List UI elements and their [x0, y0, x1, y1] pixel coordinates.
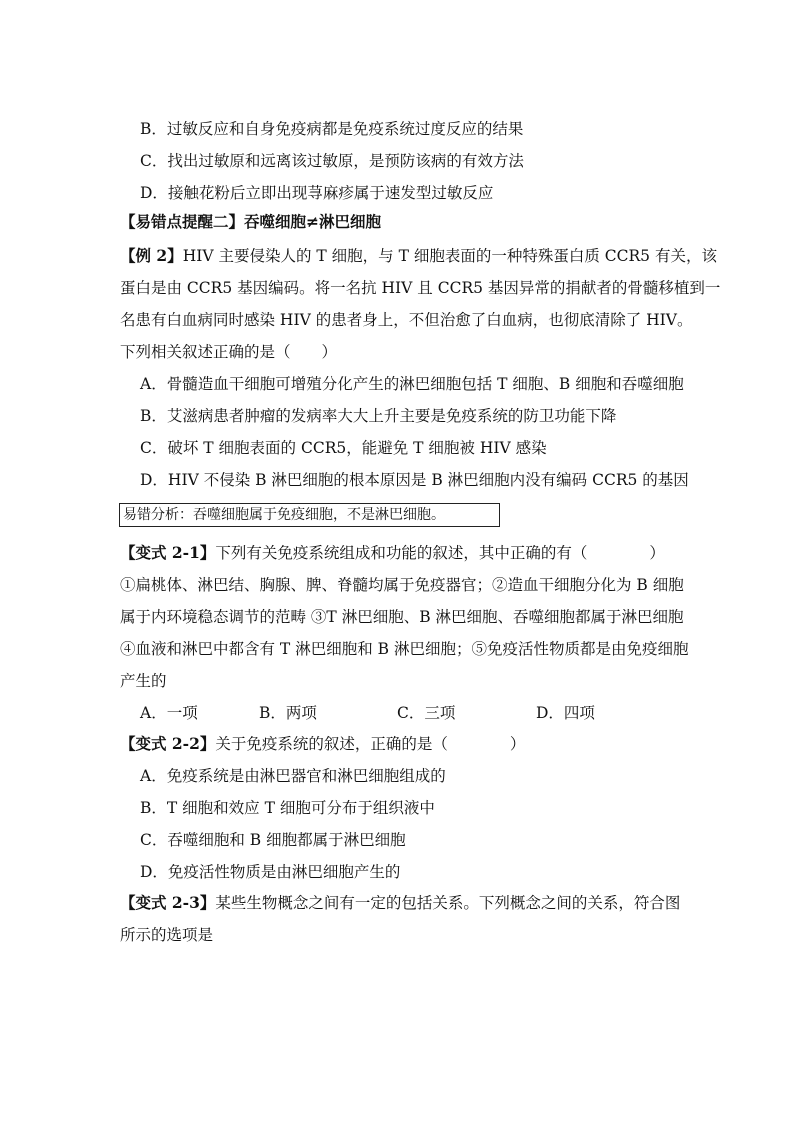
variant-2-2-option-b: B．T 细胞和效应 T 细胞可分布于组织液中 [140, 799, 435, 817]
example-2-line-3: 名患有白血病同时感染 HIV 的患者身上，不但治愈了白血病，也彻底清除了 HIV。 [120, 311, 693, 329]
option-b: B．过敏反应和自身免疫病都是免疫系统过度反应的结果 [140, 120, 524, 138]
variant-2-1-option-b: B．两项 [259, 704, 317, 722]
variant-2-3-text: 某些生物概念之间有一定的包括关系。下列概念之间的关系，符合图 [215, 894, 681, 912]
example-2-line-2: 蛋白是由 CCR5 基因编码。将一名抗 HIV 且 CCR5 基因异常的捐献者的骨髓移植到一 [120, 279, 721, 297]
variant-2-2-option-c: C．吞噬细胞和 B 细胞都属于淋巴细胞 [140, 831, 406, 849]
example-2-label: 【例 2】 [120, 246, 183, 265]
section-heading: 【易错点提醒二】吞噬细胞≠淋巴细胞 [120, 212, 381, 231]
variant-2-1-line-4: ④血液和淋巴中都含有 T 淋巴细胞和 B 淋巴细胞；⑤免疫活性物质都是由免疫细胞 [120, 640, 689, 658]
option-d: D．接触花粉后立即出现荨麻疹属于速发型过敏反应 [140, 184, 494, 202]
example-2-line-4: 下列相关叙述正确的是（ ） [120, 343, 338, 361]
variant-2-1-text: 下列有关免疫系统组成和功能的叙述，其中正确的有（ ） [215, 544, 665, 562]
variant-2-1-option-a: A．一项 [140, 704, 198, 722]
variant-2-1-option-c: C．三项 [397, 704, 456, 722]
example-2-option-a: A．骨髓造血干细胞可增殖分化产生的淋巴细胞包括 T 细胞、B 细胞和吞噬细胞 [140, 375, 684, 393]
example-2-text: HIV 主要侵染人的 T 细胞，与 T 细胞表面的一种特殊蛋白质 CCR5 有关，该 [182, 247, 717, 265]
variant-2-1-line-1 [120, 543, 665, 563]
variant-2-1-line-5: 产生的 [120, 672, 167, 690]
variant-2-1-label: 【变式 2-1】 [120, 543, 216, 562]
option-c: C．找出过敏原和远离该过敏原，是预防该病的有效方法 [140, 152, 524, 170]
example-2-option-b: B．艾滋病患者肿瘤的发病率大大上升主要是免疫系统的防卫功能下降 [140, 407, 617, 425]
variant-2-1-line-3: 属于内环境稳态调节的范畴 ③T 淋巴细胞、B 淋巴细胞、吞噬细胞都属于淋巴细胞 [120, 608, 684, 626]
example-2-line-1 [120, 246, 717, 266]
error-analysis-box: 易错分析：吞噬细胞属于免疫细胞，不是淋巴细胞。 [119, 503, 500, 527]
variant-2-3-line-1 [120, 893, 680, 913]
example-2-option-c: C．破坏 T 细胞表面的 CCR5，能避免 T 细胞被 HIV 感染 [140, 439, 547, 457]
variant-2-2-option-d: D．免疫活性物质是由淋巴细胞产生的 [140, 863, 401, 881]
variant-2-2-stem [120, 734, 525, 754]
variant-2-3-label: 【变式 2-3】 [120, 893, 216, 912]
example-2-option-d: D．HIV 不侵染 B 淋巴细胞的根本原因是 B 淋巴细胞内没有编码 CCR5 的基因 [140, 471, 689, 489]
variant-2-2-text: 关于免疫系统的叙述，正确的是（ ） [215, 735, 526, 753]
variant-2-3-line-2: 所示的选项是 [120, 926, 214, 944]
variant-2-1-option-d: D．四项 [536, 704, 595, 722]
variant-2-1-line-2: ①扁桃体、淋巴结、胸腺、脾、脊髓均属于免疫器官；②造血干细胞分化为 B 细胞 [120, 576, 684, 594]
variant-2-2-label: 【变式 2-2】 [120, 734, 216, 753]
variant-2-2-option-a: A．免疫系统是由淋巴器官和淋巴细胞组成的 [140, 767, 446, 785]
